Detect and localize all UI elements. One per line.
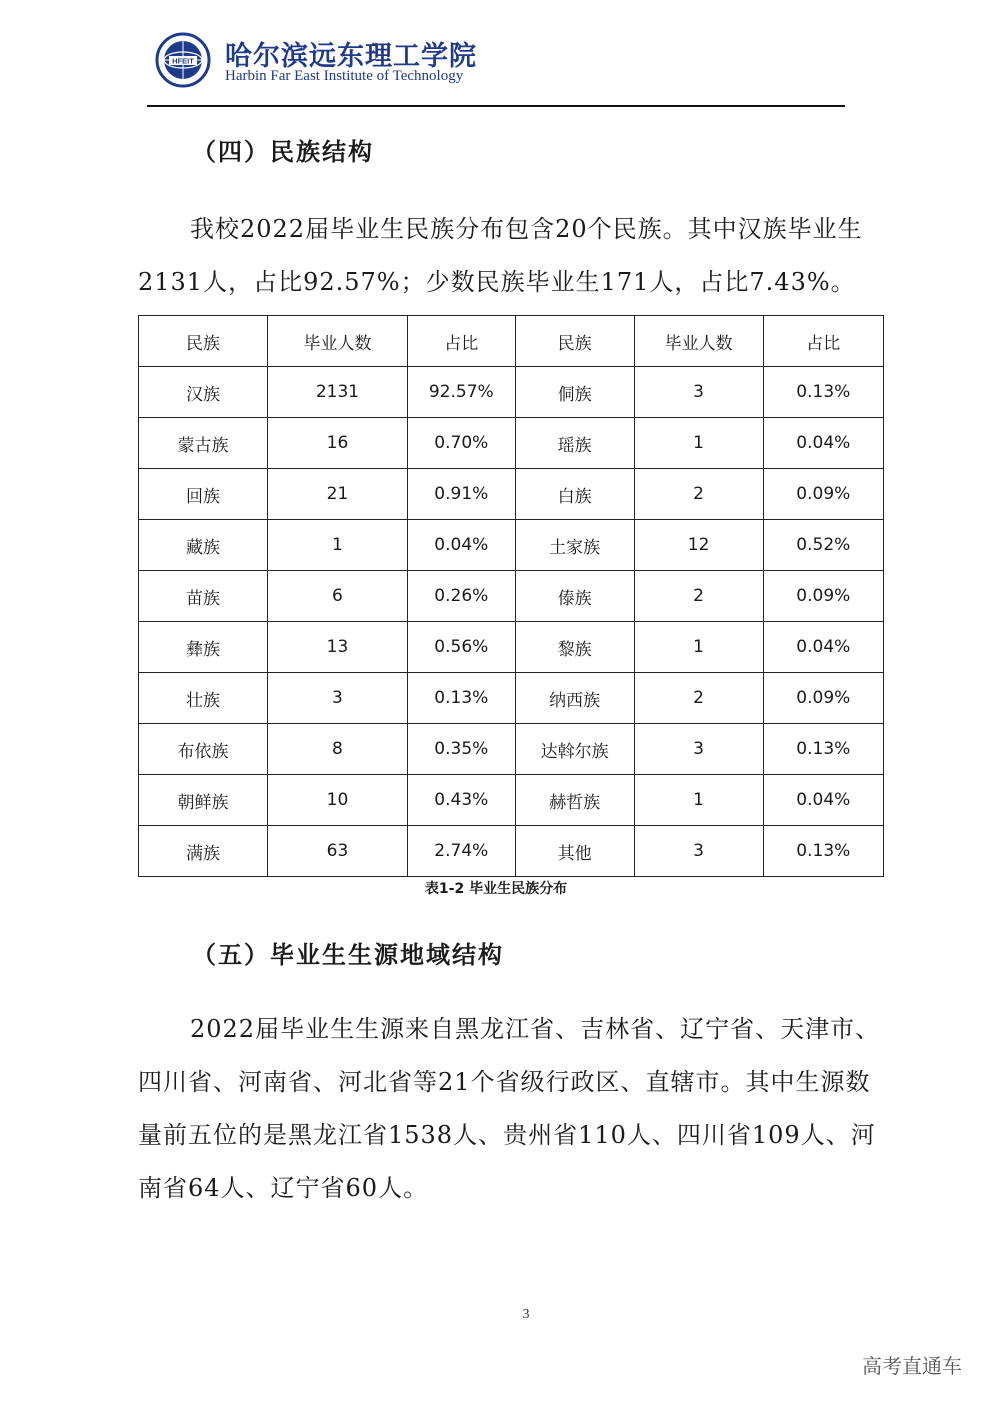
table-caption: 表1-2 毕业生民族分布 (424, 881, 568, 897)
col-header: 占比 (763, 316, 883, 367)
table-cell: 0.70% (408, 418, 516, 469)
table-row (139, 826, 884, 877)
table-cell: 傣族 (515, 571, 634, 622)
table-cell: 3 (267, 673, 407, 724)
table-row (139, 571, 884, 622)
table-cell: 13 (267, 622, 407, 673)
table-cell: 0.09% (763, 673, 883, 724)
table-cell: 12 (634, 520, 763, 571)
table-cell: 藏族 (139, 520, 268, 571)
table-cell: 10 (267, 775, 407, 826)
table-cell: 0.04% (408, 520, 516, 571)
page-number: 3 (522, 1307, 530, 1322)
table-cell: 达斡尔族 (515, 724, 634, 775)
table-cell: 63 (267, 826, 407, 877)
table-cell: 6 (267, 571, 407, 622)
table-cell: 3 (634, 724, 763, 775)
table-cell: 1 (634, 775, 763, 826)
table-cell: 纳西族 (515, 673, 634, 724)
col-header: 占比 (408, 316, 516, 367)
table-cell: 3 (634, 826, 763, 877)
table-cell: 其他 (515, 826, 634, 877)
section-heading-ethnicity: （四）民族结构 (192, 138, 374, 166)
table-row (139, 724, 884, 775)
table-cell: 2.74% (408, 826, 516, 877)
table-cell: 彝族 (139, 622, 268, 673)
col-header: 毕业人数 (267, 316, 407, 367)
table-cell: 满族 (139, 826, 268, 877)
table-row (139, 367, 884, 418)
table-cell: 3 (634, 367, 763, 418)
table-row (139, 469, 884, 520)
table-cell: 白族 (515, 469, 634, 520)
origin-paragraph: 2022届毕业生生源来自黑龙江省、吉林省、辽宁省、天津市、四川省、河南省、河北省等21个省级行政区、直辖市。其中生源数量前五位的是黑龙江省1538人、贵州省110人、四川省109人、河南省64人、辽宁省60人。 (138, 1015, 881, 1202)
table-cell: 0.35% (408, 724, 516, 775)
table-header-row (139, 316, 884, 367)
table-cell: 苗族 (139, 571, 268, 622)
table-row (139, 775, 884, 826)
table-cell: 汉族 (139, 367, 268, 418)
school-name-cn: 哈尔滨远东理工学院 (225, 41, 477, 72)
table-cell: 0.04% (763, 775, 883, 826)
table-cell: 0.13% (763, 826, 883, 877)
table-cell: 瑶族 (515, 418, 634, 469)
table-cell: 8 (267, 724, 407, 775)
col-header: 民族 (515, 316, 634, 367)
table-row (139, 673, 884, 724)
table-cell: 黎族 (515, 622, 634, 673)
col-header: 民族 (139, 316, 268, 367)
page-header (155, 30, 855, 90)
table-cell: 16 (267, 418, 407, 469)
table-row (139, 418, 884, 469)
table-cell: 侗族 (515, 367, 634, 418)
table-cell: 0.91% (408, 469, 516, 520)
school-logo-icon (155, 32, 211, 88)
school-name-en: Harbin Far East Institute of Technology (225, 68, 464, 84)
table-cell: 0.56% (408, 622, 516, 673)
table-cell: 1 (267, 520, 407, 571)
header-divider (147, 105, 845, 107)
table-cell: 2 (634, 571, 763, 622)
table-cell: 0.26% (408, 571, 516, 622)
table-cell: 0.13% (408, 673, 516, 724)
table-cell: 布依族 (139, 724, 268, 775)
table-cell: 0.09% (763, 469, 883, 520)
table-cell: 2131 (267, 367, 407, 418)
table-cell: 壮族 (139, 673, 268, 724)
table-cell: 0.09% (763, 571, 883, 622)
table-cell: 回族 (139, 469, 268, 520)
table-cell: 1 (634, 622, 763, 673)
table-cell: 92.57% (408, 367, 516, 418)
table-cell: 朝鲜族 (139, 775, 268, 826)
watermark: 高考直通车 (862, 1354, 962, 1378)
table-cell: 土家族 (515, 520, 634, 571)
table-cell: 0.43% (408, 775, 516, 826)
table-cell: 0.04% (763, 418, 883, 469)
table-cell: 1 (634, 418, 763, 469)
ethnicity-table (138, 315, 884, 877)
col-header: 毕业人数 (634, 316, 763, 367)
table-cell: 蒙古族 (139, 418, 268, 469)
table-cell: 0.52% (763, 520, 883, 571)
svg-text:HFEIT: HFEIT (172, 56, 194, 66)
section-heading-origin: （五）毕业生生源地域结构 (192, 941, 504, 969)
table-cell: 2 (634, 469, 763, 520)
table-row (139, 520, 884, 571)
ethnicity-paragraph: 我校2022届毕业生民族分布包含20个民族。其中汉族毕业生2131人，占比92.57%；少数民族毕业生171人，占比7.43%。 (138, 215, 863, 296)
table-cell: 赫哲族 (515, 775, 634, 826)
table-cell: 21 (267, 469, 407, 520)
table-cell: 0.04% (763, 622, 883, 673)
table-cell: 0.13% (763, 724, 883, 775)
table-row (139, 622, 884, 673)
table-cell: 0.13% (763, 367, 883, 418)
table-cell: 2 (634, 673, 763, 724)
